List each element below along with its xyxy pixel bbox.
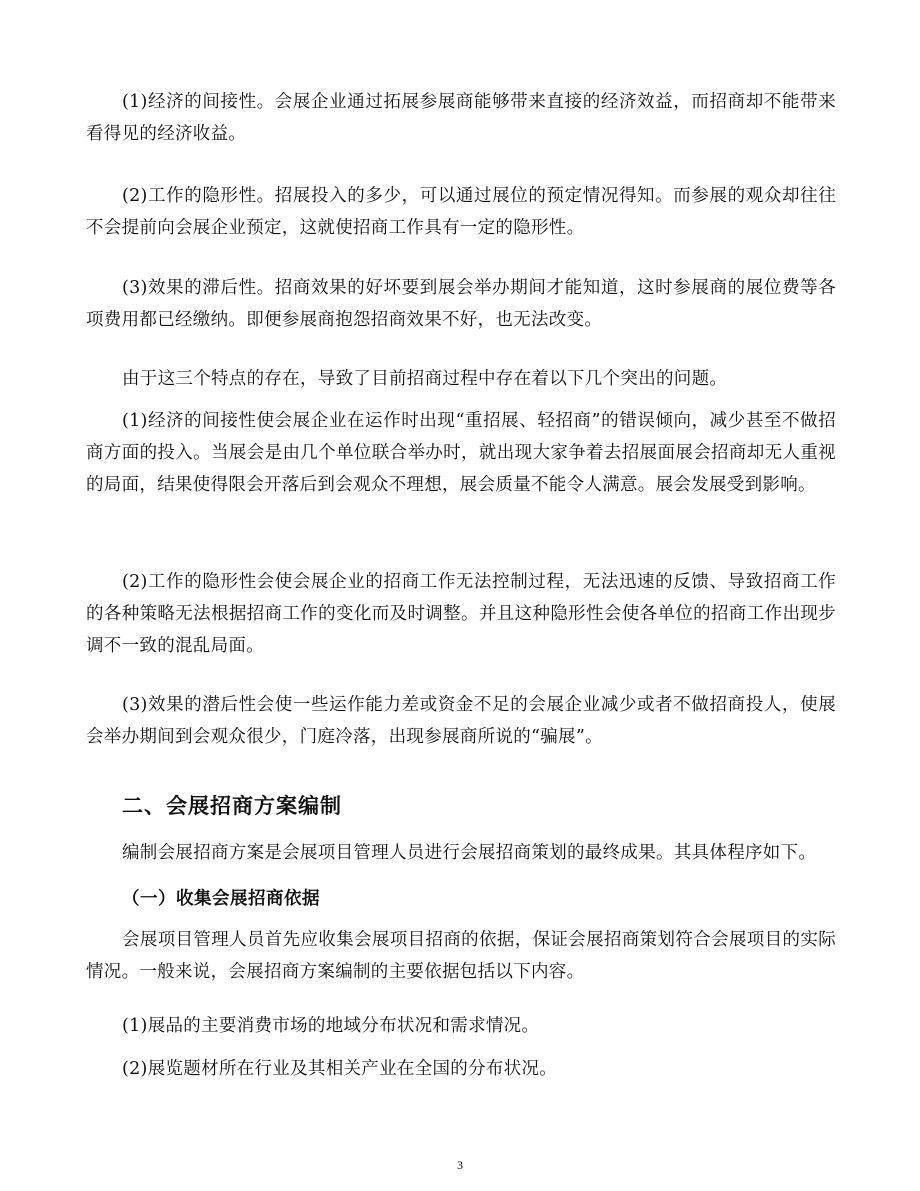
paragraph-collect-basis: 会展项目管理人员首先应收集会展项目招商的依据，保证会展招商策划符合会展项目的实际情况。一般来说，会展招商方案编制的主要依据包括以下内容。 [86,930,836,982]
paragraph-basis-1: (1)展品的主要消费市场的地域分布状况和需求情况。 [122,1016,540,1036]
section-heading: 二、会展招商方案编制 [122,794,342,818]
paragraph-work-invisibility: (2)工作的隐形性。招展投入的多少，可以通过展位的预定情况得知。而参展的观众却往往不会提前向会展企业预定，这就使招商工作具有一定的隐形性。 [86,186,836,238]
paragraph-basis-2: (2)展览题材所在行业及其相关产业在全国的分布状况。 [122,1059,558,1079]
subsection-heading: （一）收集会展招商依据 [122,889,320,909]
paragraph-problems-intro: 由于这三个特点的存在，导致了目前招商过程中存在着以下几个突出的问题。 [122,369,728,389]
paragraph-problem-3: (3)效果的潜后性会使一些运作能力差或资金不足的会展企业减少或者不做招商投人，使展会举办期间到会观众很少，门庭冷落，出现参展商所说的“骗展”。 [86,695,836,747]
paragraph-effect-lag: (3)效果的滞后性。招商效果的好坏要到展会举办期间才能知道，这时参展商的展位费等各项费用都已经缴纳。即便参展商抱怨招商效果不好，也无法改变。 [86,278,836,330]
paragraph-problem-1: (1)经济的间接性使会展企业在运作时出现“重招展、轻招商”的错误倾向，减少甚至不做招商方面的投入。当展会是由几个单位联合举办时，就出现大家争着去招展面展会招商却无人重视的局面，结果使得限会开落后到会观众不理想，展会质量不能令人满意。展会发展受到影响。 [86,411,836,495]
page-number: 3 [457,1158,463,1172]
paragraph-problem-2: (2)工作的隐形性会使会展企业的招商工作无法控制过程，无法迅速的反馈、导致招商工作的各种策略无法根据招商工作的变化而及时调整。并且这种隐形性会使各单位的招商工作出现步调不一致的混乱局面。 [86,572,836,656]
paragraph-economic-indirectness: (1)经济的间接性。会展企业通过拓展参展商能够带来直接的经济效益，而招商却不能带来看得见的经济收益。 [86,92,836,144]
section-intro-paragraph: 编制会展招商方案是会展项目管理人员进行会展招商策划的最终成果。其具体程序如下。 [122,843,817,863]
